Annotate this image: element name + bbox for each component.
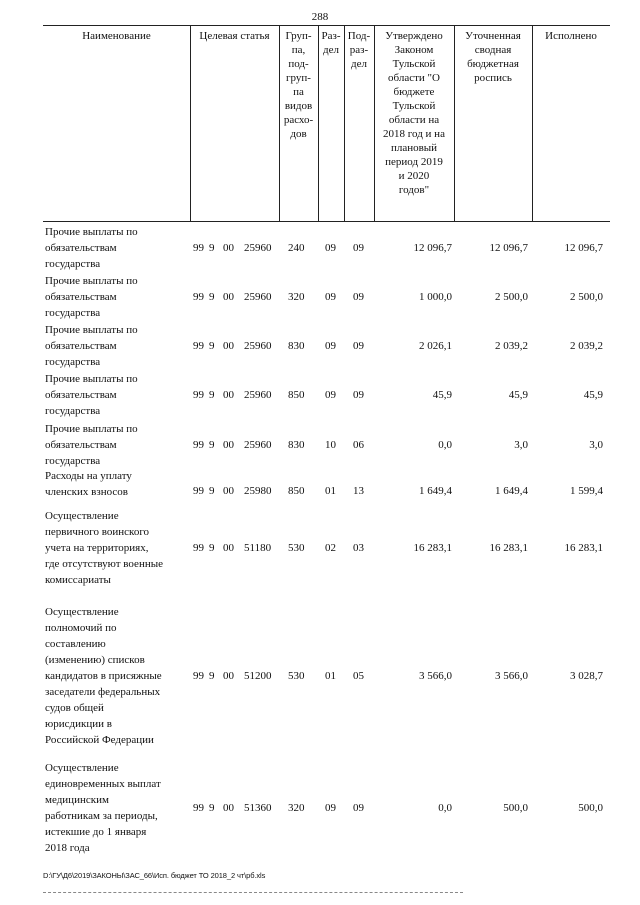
target-code-part: 00 — [223, 242, 234, 254]
target-code-part: 99 — [193, 291, 204, 303]
executed-value: 12 096,7 — [564, 242, 603, 254]
target-code-part: 00 — [223, 389, 234, 401]
row-name-line: государства — [45, 405, 101, 417]
col-header-podrazdel — [344, 26, 374, 221]
target-code-part: 00 — [223, 340, 234, 352]
target-code-part: 00 — [223, 439, 234, 451]
header-line: области "О — [388, 72, 440, 84]
group-code: 240 — [288, 242, 305, 254]
header-line: раз- — [349, 44, 369, 56]
executed-value: 16 283,1 — [564, 542, 603, 554]
header-line: области на — [388, 114, 440, 126]
razdel-code: 01 — [325, 670, 336, 682]
row-name — [45, 371, 185, 419]
row-name-line: где отсутствуют военные — [45, 558, 163, 570]
refined-value: 1 649,4 — [495, 485, 528, 497]
razdel-code: 09 — [325, 389, 336, 401]
row-name-line: обязательствам — [45, 439, 117, 451]
group-code: 320 — [288, 291, 305, 303]
razdel-code: 09 — [325, 291, 336, 303]
podrazdel-code: 09 — [353, 802, 364, 814]
podrazdel-code: 09 — [353, 389, 364, 401]
header-line: Тульской — [392, 58, 436, 70]
col-header-approved — [374, 26, 454, 221]
row-name-line: единовременных выплат — [45, 778, 161, 790]
header-line: груп- — [286, 72, 311, 84]
header-line: период 2019 — [385, 156, 443, 168]
target-code-part: 25960 — [244, 242, 272, 254]
row-name-line: обязательствам — [45, 291, 117, 303]
row-name-line: 2018 года — [45, 842, 90, 854]
header-line: Уточненная — [465, 30, 521, 42]
target-code-part: 99 — [193, 389, 204, 401]
refined-value: 2 500,0 — [495, 291, 528, 303]
executed-value: 1 599,4 — [570, 485, 603, 497]
row-name — [45, 604, 185, 748]
col-header-target: Целевая статья — [199, 30, 270, 42]
row-name — [45, 508, 185, 588]
header-line: Раз- — [321, 30, 341, 42]
target-code-part: 9 — [209, 802, 215, 814]
refined-value: 2 039,2 — [495, 340, 528, 352]
row-name-line: полномочий по — [45, 622, 117, 634]
row-name — [45, 468, 185, 500]
approved-value: 45,9 — [432, 389, 452, 401]
header-line: па, — [291, 44, 306, 56]
target-code-part: 25960 — [244, 340, 272, 352]
row-name — [45, 421, 185, 469]
row-name-line: учета на территориях, — [45, 542, 149, 554]
header-line: Утверждено — [385, 30, 443, 42]
group-code: 830 — [288, 439, 305, 451]
row-name-line: Прочие выплаты по — [45, 275, 138, 287]
target-code-part: 9 — [209, 340, 215, 352]
table-header — [43, 25, 610, 222]
target-code-part: 25980 — [244, 485, 272, 497]
header-line: Под- — [347, 30, 371, 42]
podrazdel-code: 09 — [353, 242, 364, 254]
row-name-line: Прочие выплаты по — [45, 373, 138, 385]
header-line: Груп- — [285, 30, 312, 42]
target-code-part: 99 — [193, 340, 204, 352]
header-line: расхо- — [283, 114, 314, 126]
refined-value: 16 283,1 — [489, 542, 528, 554]
target-code-part: 25960 — [244, 291, 272, 303]
row-name-line: государства — [45, 356, 101, 368]
target-code-part: 00 — [223, 291, 234, 303]
header-line: роспись — [474, 72, 512, 84]
podrazdel-code: 09 — [353, 291, 364, 303]
target-code-part: 9 — [209, 542, 215, 554]
razdel-code: 09 — [325, 802, 336, 814]
target-code-part: 99 — [193, 542, 204, 554]
target-code-part: 25960 — [244, 389, 272, 401]
page-number: 288 — [311, 11, 329, 23]
header-line: видов — [284, 100, 313, 112]
approved-value: 1 000,0 — [419, 291, 452, 303]
approved-value: 1 649,4 — [419, 485, 452, 497]
col-header-refined — [454, 26, 532, 221]
podrazdel-code: 03 — [353, 542, 364, 554]
row-name-line: Осуществление — [45, 762, 119, 774]
target-code-part: 9 — [209, 670, 215, 682]
row-name-line: обязательствам — [45, 389, 117, 401]
approved-value: 2 026,1 — [419, 340, 452, 352]
footer-divider — [43, 892, 463, 893]
row-name — [45, 273, 185, 321]
header-line: бюджете — [393, 86, 435, 98]
row-name-line: кандидатов в присяжные — [45, 670, 162, 682]
refined-value: 45,9 — [508, 389, 528, 401]
header-line: 2018 год и на — [383, 128, 445, 140]
col-header-razdel — [318, 26, 344, 221]
target-code-part: 25960 — [244, 439, 272, 451]
row-name-line: комиссариаты — [45, 574, 111, 586]
refined-value: 3,0 — [514, 439, 528, 451]
target-code-part: 00 — [223, 802, 234, 814]
col-header-group — [279, 26, 318, 221]
header-line: плановый — [390, 142, 438, 154]
target-code-part: 51360 — [244, 802, 272, 814]
refined-value: 500,0 — [503, 802, 528, 814]
file-path-footer: D:\ГУ\Д6\2019\ЗАКОНЫ\ЗАС_66\Исп. бюджет ТО 2018_2 чт\рб.xls — [43, 871, 266, 880]
group-code: 830 — [288, 340, 305, 352]
target-code-part: 9 — [209, 291, 215, 303]
row-name-line: заседатели федеральных — [45, 686, 161, 698]
row-name-line: Расходы на уплату — [45, 470, 132, 482]
refined-value: 3 566,0 — [495, 670, 528, 682]
target-code-part: 99 — [193, 485, 204, 497]
row-name — [45, 322, 185, 370]
podrazdel-code: 09 — [353, 340, 364, 352]
row-name-line: составлению — [45, 638, 106, 650]
row-name-line: работникам за периоды, — [45, 810, 158, 822]
row-name — [45, 760, 185, 856]
approved-value: 16 283,1 — [413, 542, 452, 554]
row-name-line: судов общей — [45, 702, 104, 714]
podrazdel-code: 13 — [353, 485, 364, 497]
razdel-code: 02 — [325, 542, 336, 554]
group-code: 320 — [288, 802, 305, 814]
executed-value: 2 039,2 — [570, 340, 603, 352]
group-code: 850 — [288, 389, 305, 401]
row-name-line: Осуществление — [45, 606, 119, 618]
executed-value: 2 500,0 — [570, 291, 603, 303]
header-line: сводная — [474, 44, 512, 56]
row-name-line: государства — [45, 258, 101, 270]
col-header-name: Наименование — [82, 30, 151, 42]
approved-value: 0,0 — [438, 802, 452, 814]
row-name-line: государства — [45, 307, 101, 319]
header-line: дов — [290, 128, 307, 140]
row-name-line: государства — [45, 455, 101, 467]
razdel-code: 09 — [325, 340, 336, 352]
podrazdel-code: 06 — [353, 439, 364, 451]
target-code-part: 00 — [223, 670, 234, 682]
target-code-part: 51200 — [244, 670, 272, 682]
row-name-line: Прочие выплаты по — [45, 226, 138, 238]
approved-value: 3 566,0 — [419, 670, 452, 682]
header-line: под- — [288, 58, 309, 70]
row-name-line: Прочие выплаты по — [45, 324, 138, 336]
razdel-code: 10 — [325, 439, 336, 451]
row-name — [45, 224, 185, 272]
header-line: и 2020 — [398, 170, 430, 182]
target-code-part: 9 — [209, 242, 215, 254]
razdel-code: 01 — [325, 485, 336, 497]
refined-value: 12 096,7 — [489, 242, 528, 254]
group-code: 530 — [288, 670, 305, 682]
razdel-code: 09 — [325, 242, 336, 254]
row-name-line: медицинским — [45, 794, 109, 806]
podrazdel-code: 05 — [353, 670, 364, 682]
col-header-executed: Исполнено — [545, 30, 597, 42]
target-code-part: 99 — [193, 439, 204, 451]
row-name-line: обязательствам — [45, 242, 117, 254]
target-code-part: 9 — [209, 389, 215, 401]
row-name-line: Прочие выплаты по — [45, 423, 138, 435]
target-code-part: 99 — [193, 802, 204, 814]
target-code-part: 99 — [193, 670, 204, 682]
executed-value: 45,9 — [583, 389, 603, 401]
approved-value: 0,0 — [438, 439, 452, 451]
row-name-line: истекшие до 1 января — [45, 826, 147, 838]
target-code-part: 00 — [223, 485, 234, 497]
header-line: дел — [351, 58, 367, 70]
row-name-line: Российской Федерации — [45, 734, 154, 746]
header-line: па — [293, 86, 304, 98]
target-code-part: 51180 — [244, 542, 272, 554]
target-code-part: 99 — [193, 242, 204, 254]
header-line: бюджетная — [467, 58, 519, 70]
target-code-part: 9 — [209, 485, 215, 497]
row-name-line: (изменению) списков — [45, 654, 145, 666]
row-name-line: обязательствам — [45, 340, 117, 352]
executed-value: 3 028,7 — [570, 670, 603, 682]
approved-value: 12 096,7 — [413, 242, 452, 254]
target-code-part: 9 — [209, 439, 215, 451]
executed-value: 3,0 — [589, 439, 603, 451]
row-name-line: первичного воинского — [45, 526, 150, 538]
group-code: 850 — [288, 485, 305, 497]
row-name-line: юрисдикции в — [45, 718, 112, 730]
header-line: дел — [323, 44, 339, 56]
target-code-part: 00 — [223, 542, 234, 554]
header-line: годов" — [398, 184, 430, 196]
row-name-line: членских взносов — [45, 486, 128, 498]
header-line: Тульской — [392, 100, 436, 112]
group-code: 530 — [288, 542, 305, 554]
row-name-line: Осуществление — [45, 510, 119, 522]
executed-value: 500,0 — [578, 802, 603, 814]
header-line: Законом — [394, 44, 434, 56]
